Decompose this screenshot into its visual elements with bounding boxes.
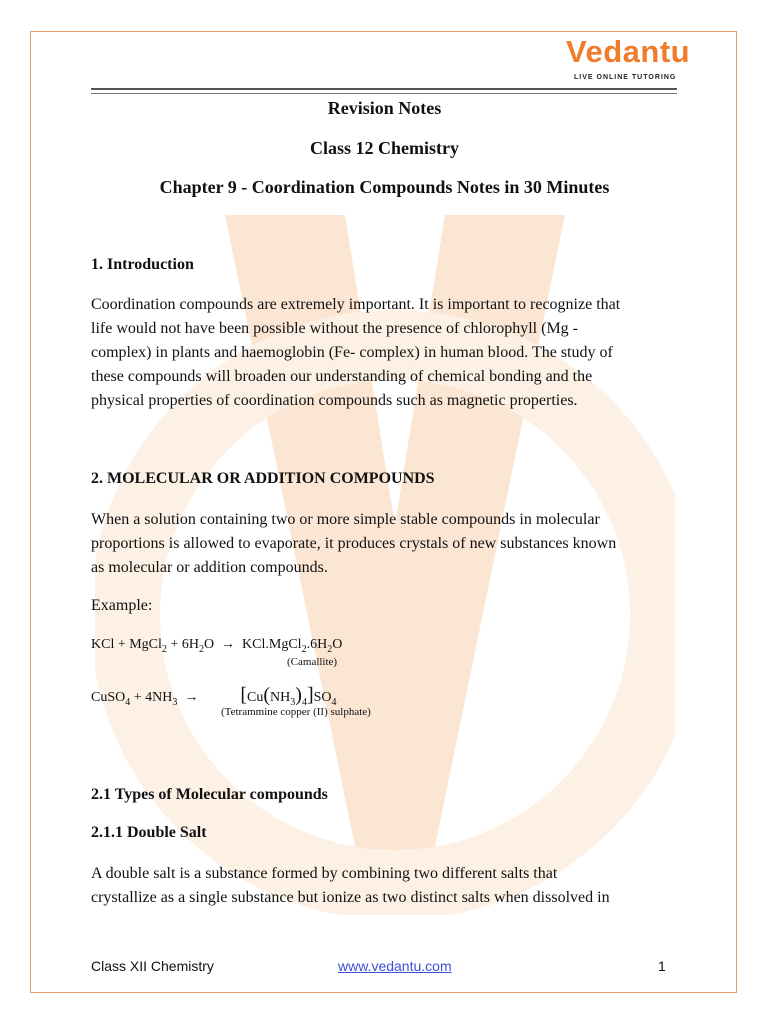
double-salt-heading: 2.1.1 Double Salt (91, 824, 207, 841)
footer-website-link[interactable]: www.vedantu.com (338, 958, 452, 974)
molecular-line: as molecular or addition compounds. (91, 559, 328, 576)
chapter-title: Chapter 9 - Coordination Compounds Notes in 30 Minutes (159, 177, 610, 197)
page-title: Revision Notes (327, 98, 442, 118)
logo-word: Vedantu (566, 34, 691, 69)
equation-kcl-caption: (Camallite) (287, 656, 338, 668)
intro-line: complex) in plants and haemoglobin (Fe- complex) in human blood. The study of (91, 344, 613, 361)
logo-tagline: LIVE ONLINE TUTORING (574, 74, 677, 81)
double-salt-line: crystallize as a single substance but ionize as two distinct salts when dissolved in (91, 889, 610, 906)
eq2-caption-text: Tetrammine copper (II) sulphate (224, 706, 368, 718)
double-salt-line: A double salt is a substance formed by combining two different salts that (91, 865, 558, 882)
types-heading: 2.1 Types of Molecular compounds (91, 786, 328, 803)
intro-heading: 1. Introduction (91, 256, 194, 273)
intro-line: Coordination compounds are extremely important. It is important to recognize that (91, 296, 621, 313)
molecular-heading: 2. MOLECULAR OR ADDITION COMPOUNDS (91, 470, 435, 487)
header-rule (91, 88, 677, 90)
equation-cuso4: CuSO$_4$ + $4NH_3$ → $[Cu(NH_3)_4]SO_4$ (91, 684, 337, 708)
intro-line: life would not have been possible without the presence of chlorophyll (Mg - (91, 320, 578, 337)
molecular-line: When a solution containing two or more simple stable compounds in molecular (91, 511, 600, 528)
intro-line: physical properties of coordination compounds such as magnetic properties. (91, 392, 578, 409)
footer-class-label: Class XII Chemistry (91, 958, 214, 974)
example-label: Example: (91, 597, 153, 614)
vedantu-logo (566, 34, 691, 86)
footer-page-number: 1 (658, 958, 666, 974)
page-subtitle: Class 12 Chemistry (310, 138, 459, 158)
intro-line: these compounds will broaden our understanding of chemical bonding and the (91, 368, 593, 385)
header-rule-thin (91, 93, 677, 94)
equation-cuso4-caption: (Tetrammine copper (II) sulphate) (221, 706, 371, 718)
equation-kcl: KCl + MgCl$_2$ + $6H_2O$ → $KCl.MgCl_2.6H_2O$ (91, 637, 343, 655)
molecular-line: proportions is allowed to evaporate, it produces crystals of new substances known (91, 535, 617, 552)
